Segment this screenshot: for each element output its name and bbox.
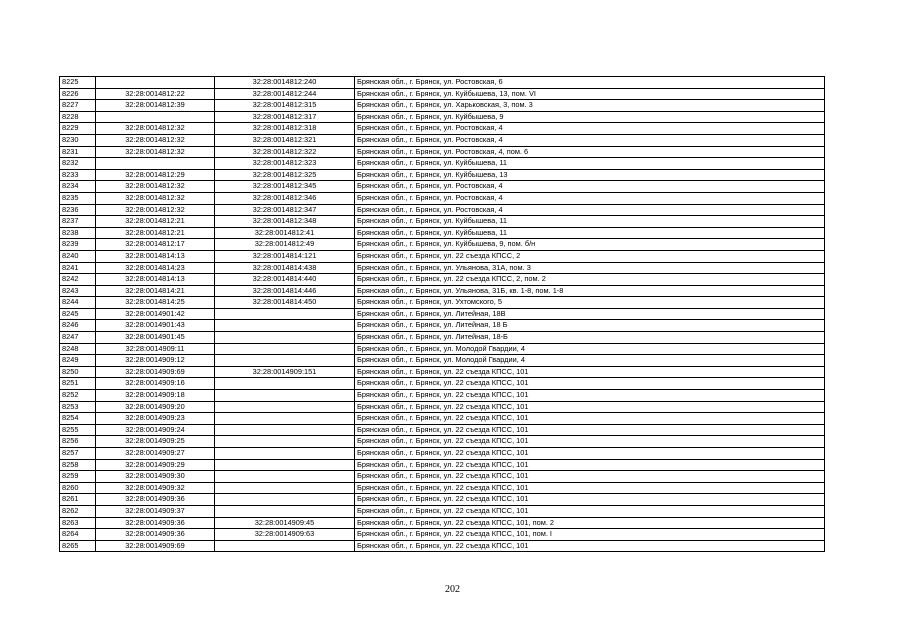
- cadastral-number-object: [215, 494, 355, 506]
- cadastral-number-parcel: 32:28:0014909:36: [96, 494, 215, 506]
- row-number: 8243: [60, 285, 96, 297]
- address: Брянская обл., г. Брянск, ул. 22 съезда КПСС, 101: [355, 494, 825, 506]
- row-number: 8237: [60, 216, 96, 228]
- registry-table-body: [60, 77, 825, 552]
- cadastral-number-object: 32:28:0014812:244: [215, 88, 355, 100]
- row-number: 8257: [60, 448, 96, 460]
- cadastral-number-parcel: 32:28:0014909:36: [96, 517, 215, 529]
- row-number: 8239: [60, 239, 96, 251]
- table-row: [60, 285, 825, 297]
- cadastral-number-parcel: 32:28:0014814:25: [96, 297, 215, 309]
- row-number: 8254: [60, 413, 96, 425]
- address: Брянская обл., г. Брянск, ул. Ульянова, 31А, пом. 3: [355, 262, 825, 274]
- cadastral-number-object: 32:28:0014812:346: [215, 192, 355, 204]
- row-number: 8233: [60, 169, 96, 181]
- row-number: 8244: [60, 297, 96, 309]
- address: Брянская обл., г. Брянск, ул. 22 съезда КПСС, 2: [355, 250, 825, 262]
- address: Брянская обл., г. Брянск, ул. Ухтомского, 5: [355, 297, 825, 309]
- cadastral-number-parcel: 32:28:0014909:69: [96, 366, 215, 378]
- table-row: [60, 390, 825, 402]
- cadastral-number-parcel: 32:28:0014909:69: [96, 540, 215, 552]
- cadastral-number-parcel: 32:28:0014814:13: [96, 250, 215, 262]
- address: Брянская обл., г. Брянск, ул. Молодой Гвардии, 4: [355, 343, 825, 355]
- row-number: 8253: [60, 401, 96, 413]
- row-number: 8261: [60, 494, 96, 506]
- address: Брянская обл., г. Брянск, ул. Ростовская, 4, пом. 6: [355, 146, 825, 158]
- row-number: 8255: [60, 424, 96, 436]
- table-row: [60, 88, 825, 100]
- cadastral-number-parcel: 32:28:0014909:25: [96, 436, 215, 448]
- row-number: 8230: [60, 134, 96, 146]
- cadastral-number-parcel: 32:28:0014901:45: [96, 332, 215, 344]
- table-row: [60, 320, 825, 332]
- address: Брянская обл., г. Брянск, ул. 22 съезда КПСС, 101: [355, 459, 825, 471]
- table-row: [60, 100, 825, 112]
- table-row: [60, 459, 825, 471]
- table-row: [60, 448, 825, 460]
- table-row: [60, 540, 825, 552]
- cadastral-number-object: [215, 343, 355, 355]
- cadastral-number-parcel: 32:28:0014812:32: [96, 134, 215, 146]
- address: Брянская обл., г. Брянск, ул. 22 съезда КПСС, 101: [355, 471, 825, 483]
- cadastral-number-parcel: 32:28:0014812:32: [96, 181, 215, 193]
- cadastral-number-parcel: 32:28:0014909:30: [96, 471, 215, 483]
- row-number: 8236: [60, 204, 96, 216]
- address: Брянская обл., г. Брянск, ул. Ульянова, 31Б, кв. 1-8, пом. 1-8: [355, 285, 825, 297]
- cadastral-number-object: 32:28:0014812:322: [215, 146, 355, 158]
- row-number: 8258: [60, 459, 96, 471]
- cadastral-number-object: [215, 378, 355, 390]
- address: Брянская обл., г. Брянск, ул. 22 съезда КПСС, 101: [355, 413, 825, 425]
- table-row: [60, 204, 825, 216]
- table-row: [60, 169, 825, 181]
- row-number: 8260: [60, 482, 96, 494]
- cadastral-number-object: 32:28:0014909:63: [215, 529, 355, 541]
- row-number: 8238: [60, 227, 96, 239]
- cadastral-number-parcel: 32:28:0014909:29: [96, 459, 215, 471]
- row-number: 8263: [60, 517, 96, 529]
- cadastral-number-object: [215, 471, 355, 483]
- cadastral-number-object: 32:28:0014909:45: [215, 517, 355, 529]
- row-number: 8234: [60, 181, 96, 193]
- address: Брянская обл., г. Брянск, ул. Куйбышева, 13, пом. VI: [355, 88, 825, 100]
- table-row: [60, 471, 825, 483]
- address: Брянская обл., г. Брянск, ул. 22 съезда КПСС, 101: [355, 505, 825, 517]
- cadastral-number-object: [215, 308, 355, 320]
- address: Брянская обл., г. Брянск, ул. Харьковская, 3, пом. 3: [355, 100, 825, 112]
- row-number: 8265: [60, 540, 96, 552]
- cadastral-number-parcel: 32:28:0014909:18: [96, 390, 215, 402]
- table-row: [60, 158, 825, 170]
- row-number: 8229: [60, 123, 96, 135]
- row-number: 8245: [60, 308, 96, 320]
- cadastral-number-parcel: 32:28:0014812:29: [96, 169, 215, 181]
- table-row: [60, 343, 825, 355]
- address: Брянская обл., г. Брянск, ул. Куйбышева, 9: [355, 111, 825, 123]
- address: Брянская обл., г. Брянск, ул. 22 съезда КПСС, 101: [355, 424, 825, 436]
- cadastral-number-parcel: 32:28:0014909:37: [96, 505, 215, 517]
- row-number: 8249: [60, 355, 96, 367]
- cadastral-number-object: [215, 459, 355, 471]
- cadastral-number-parcel: 32:28:0014812:21: [96, 227, 215, 239]
- cadastral-number-object: 32:28:0014812:41: [215, 227, 355, 239]
- cadastral-number-parcel: 32:28:0014909:12: [96, 355, 215, 367]
- cadastral-number-parcel: [96, 111, 215, 123]
- row-number: 8228: [60, 111, 96, 123]
- cadastral-number-object: 32:28:0014812:348: [215, 216, 355, 228]
- row-number: 8226: [60, 88, 96, 100]
- cadastral-number-object: 32:28:0014812:323: [215, 158, 355, 170]
- cadastral-number-object: [215, 540, 355, 552]
- address: Брянская обл., г. Брянск, ул. Ростовская, 4: [355, 123, 825, 135]
- cadastral-number-parcel: 32:28:0014814:21: [96, 285, 215, 297]
- cadastral-number-parcel: 32:28:0014812:22: [96, 88, 215, 100]
- cadastral-number-parcel: 32:28:0014812:39: [96, 100, 215, 112]
- property-registry-table: [59, 76, 825, 552]
- table-row: [60, 77, 825, 89]
- table-row: [60, 424, 825, 436]
- address: Брянская обл., г. Брянск, ул. 22 съезда КПСС, 101: [355, 378, 825, 390]
- address: Брянская обл., г. Брянск, ул. 22 съезда КПСС, 101: [355, 482, 825, 494]
- row-number: 8248: [60, 343, 96, 355]
- address: Брянская обл., г. Брянск, ул. Ростовская, 4: [355, 192, 825, 204]
- cadastral-number-object: [215, 448, 355, 460]
- cadastral-number-object: 32:28:0014812:345: [215, 181, 355, 193]
- table-row: [60, 227, 825, 239]
- table-row: [60, 517, 825, 529]
- cadastral-number-parcel: 32:28:0014812:32: [96, 192, 215, 204]
- table-row: [60, 216, 825, 228]
- cadastral-number-parcel: 32:28:0014909:11: [96, 343, 215, 355]
- cadastral-number-parcel: 32:28:0014909:16: [96, 378, 215, 390]
- cadastral-number-parcel: 32:28:0014812:17: [96, 239, 215, 251]
- table-row: [60, 297, 825, 309]
- table-row: [60, 366, 825, 378]
- cadastral-number-object: [215, 505, 355, 517]
- address: Брянская обл., г. Брянск, ул. 22 съезда КПСС, 101, пом. 2: [355, 517, 825, 529]
- table-row: [60, 494, 825, 506]
- row-number: 8241: [60, 262, 96, 274]
- address: Брянская обл., г. Брянск, ул. Ростовская, 4: [355, 181, 825, 193]
- table-row: [60, 274, 825, 286]
- address: Брянская обл., г. Брянск, ул. 22 съезда КПСС, 101: [355, 436, 825, 448]
- row-number: 8259: [60, 471, 96, 483]
- row-number: 8252: [60, 390, 96, 402]
- address: Брянская обл., г. Брянск, ул. Куйбышева, 13: [355, 169, 825, 181]
- address: Брянская обл., г. Брянск, ул. 22 съезда КПСС, 101: [355, 390, 825, 402]
- cadastral-number-parcel: 32:28:0014901:43: [96, 320, 215, 332]
- cadastral-number-object: [215, 424, 355, 436]
- table-row: [60, 181, 825, 193]
- cadastral-number-parcel: [96, 158, 215, 170]
- address: Брянская обл., г. Брянск, ул. Литейная, 18В: [355, 308, 825, 320]
- cadastral-number-parcel: 32:28:0014909:20: [96, 401, 215, 413]
- address: Брянская обл., г. Брянск, ул. 22 съезда КПСС, 101: [355, 401, 825, 413]
- row-number: 8227: [60, 100, 96, 112]
- row-number: 8247: [60, 332, 96, 344]
- page-number: 202: [445, 584, 460, 595]
- address: Брянская обл., г. Брянск, ул. Куйбышева, 11: [355, 227, 825, 239]
- cadastral-number-object: 32:28:0014812:321: [215, 134, 355, 146]
- row-number: 8225: [60, 77, 96, 89]
- cadastral-number-parcel: 32:28:0014812:32: [96, 146, 215, 158]
- cadastral-number-object: 32:28:0014812:240: [215, 77, 355, 89]
- address: Брянская обл., г. Брянск, ул. 22 съезда КПСС, 2, пом. 2: [355, 274, 825, 286]
- cadastral-number-parcel: 32:28:0014909:23: [96, 413, 215, 425]
- table-row: [60, 482, 825, 494]
- row-number: 8231: [60, 146, 96, 158]
- row-number: 8240: [60, 250, 96, 262]
- table-row: [60, 401, 825, 413]
- address: Брянская обл., г. Брянск, ул. Литейная, 18 Б: [355, 320, 825, 332]
- cadastral-number-object: 32:28:0014814:446: [215, 285, 355, 297]
- cadastral-number-object: 32:28:0014814:440: [215, 274, 355, 286]
- cadastral-number-object: [215, 320, 355, 332]
- cadastral-number-object: 32:28:0014812:318: [215, 123, 355, 135]
- table-row: [60, 355, 825, 367]
- cadastral-number-object: 32:28:0014814:121: [215, 250, 355, 262]
- table-row: [60, 529, 825, 541]
- cadastral-number-parcel: 32:28:0014812:32: [96, 204, 215, 216]
- cadastral-number-parcel: 32:28:0014909:32: [96, 482, 215, 494]
- row-number: 8262: [60, 505, 96, 517]
- row-number: 8250: [60, 366, 96, 378]
- cadastral-number-parcel: 32:28:0014814:13: [96, 274, 215, 286]
- row-number: 8246: [60, 320, 96, 332]
- table-row: [60, 134, 825, 146]
- address: Брянская обл., г. Брянск, ул. Куйбышева, 11: [355, 158, 825, 170]
- table-row: [60, 505, 825, 517]
- row-number: 8264: [60, 529, 96, 541]
- cadastral-number-object: 32:28:0014812:347: [215, 204, 355, 216]
- table-row: [60, 146, 825, 158]
- cadastral-number-parcel: 32:28:0014909:27: [96, 448, 215, 460]
- cadastral-number-object: [215, 401, 355, 413]
- address: Брянская обл., г. Брянск, ул. Ростовская, 4: [355, 134, 825, 146]
- table-row: [60, 123, 825, 135]
- table-row: [60, 308, 825, 320]
- table-row: [60, 239, 825, 251]
- address: Брянская обл., г. Брянск, ул. 22 съезда КПСС, 101: [355, 448, 825, 460]
- cadastral-number-object: 32:28:0014812:325: [215, 169, 355, 181]
- address: Брянская обл., г. Брянск, ул. Куйбышева, 11: [355, 216, 825, 228]
- address: Брянская обл., г. Брянск, ул. 22 съезда КПСС, 101: [355, 540, 825, 552]
- cadastral-number-parcel: 32:28:0014909:24: [96, 424, 215, 436]
- cadastral-number-parcel: 32:28:0014812:32: [96, 123, 215, 135]
- cadastral-number-parcel: 32:28:0014812:21: [96, 216, 215, 228]
- cadastral-number-object: [215, 482, 355, 494]
- row-number: 8242: [60, 274, 96, 286]
- address: Брянская обл., г. Брянск, ул. 22 съезда КПСС, 101, пом. I: [355, 529, 825, 541]
- address: Брянская обл., г. Брянск, ул. Ростовская, 4: [355, 204, 825, 216]
- cadastral-number-object: 32:28:0014812:315: [215, 100, 355, 112]
- row-number: 8251: [60, 378, 96, 390]
- cadastral-number-object: [215, 390, 355, 402]
- cadastral-number-object: 32:28:0014814:450: [215, 297, 355, 309]
- address: Брянская обл., г. Брянск, ул. 22 съезда КПСС, 101: [355, 366, 825, 378]
- address: Брянская обл., г. Брянск, ул. Литейная, 18-Б: [355, 332, 825, 344]
- cadastral-number-object: 32:28:0014814:438: [215, 262, 355, 274]
- table-row: [60, 378, 825, 390]
- row-number: 8256: [60, 436, 96, 448]
- row-number: 8235: [60, 192, 96, 204]
- table-row: [60, 192, 825, 204]
- address: Брянская обл., г. Брянск, ул. Молодой Гвардии, 4: [355, 355, 825, 367]
- cadastral-number-object: [215, 413, 355, 425]
- table-row: [60, 436, 825, 448]
- table-row: [60, 262, 825, 274]
- cadastral-number-parcel: 32:28:0014901:42: [96, 308, 215, 320]
- cadastral-number-object: [215, 332, 355, 344]
- table-row: [60, 250, 825, 262]
- table-row: [60, 413, 825, 425]
- address: Брянская обл., г. Брянск, ул. Ростовская, 6: [355, 77, 825, 89]
- row-number: 8232: [60, 158, 96, 170]
- cadastral-number-object: [215, 355, 355, 367]
- cadastral-number-parcel: [96, 77, 215, 89]
- table-row: [60, 332, 825, 344]
- address: Брянская обл., г. Брянск, ул. Куйбышева, 9, пом. б/н: [355, 239, 825, 251]
- cadastral-number-object: 32:28:0014812:49: [215, 239, 355, 251]
- cadastral-number-object: 32:28:0014909:151: [215, 366, 355, 378]
- cadastral-number-object: [215, 436, 355, 448]
- cadastral-number-parcel: 32:28:0014814:23: [96, 262, 215, 274]
- cadastral-number-parcel: 32:28:0014909:36: [96, 529, 215, 541]
- cadastral-number-object: 32:28:0014812:317: [215, 111, 355, 123]
- table-row: [60, 111, 825, 123]
